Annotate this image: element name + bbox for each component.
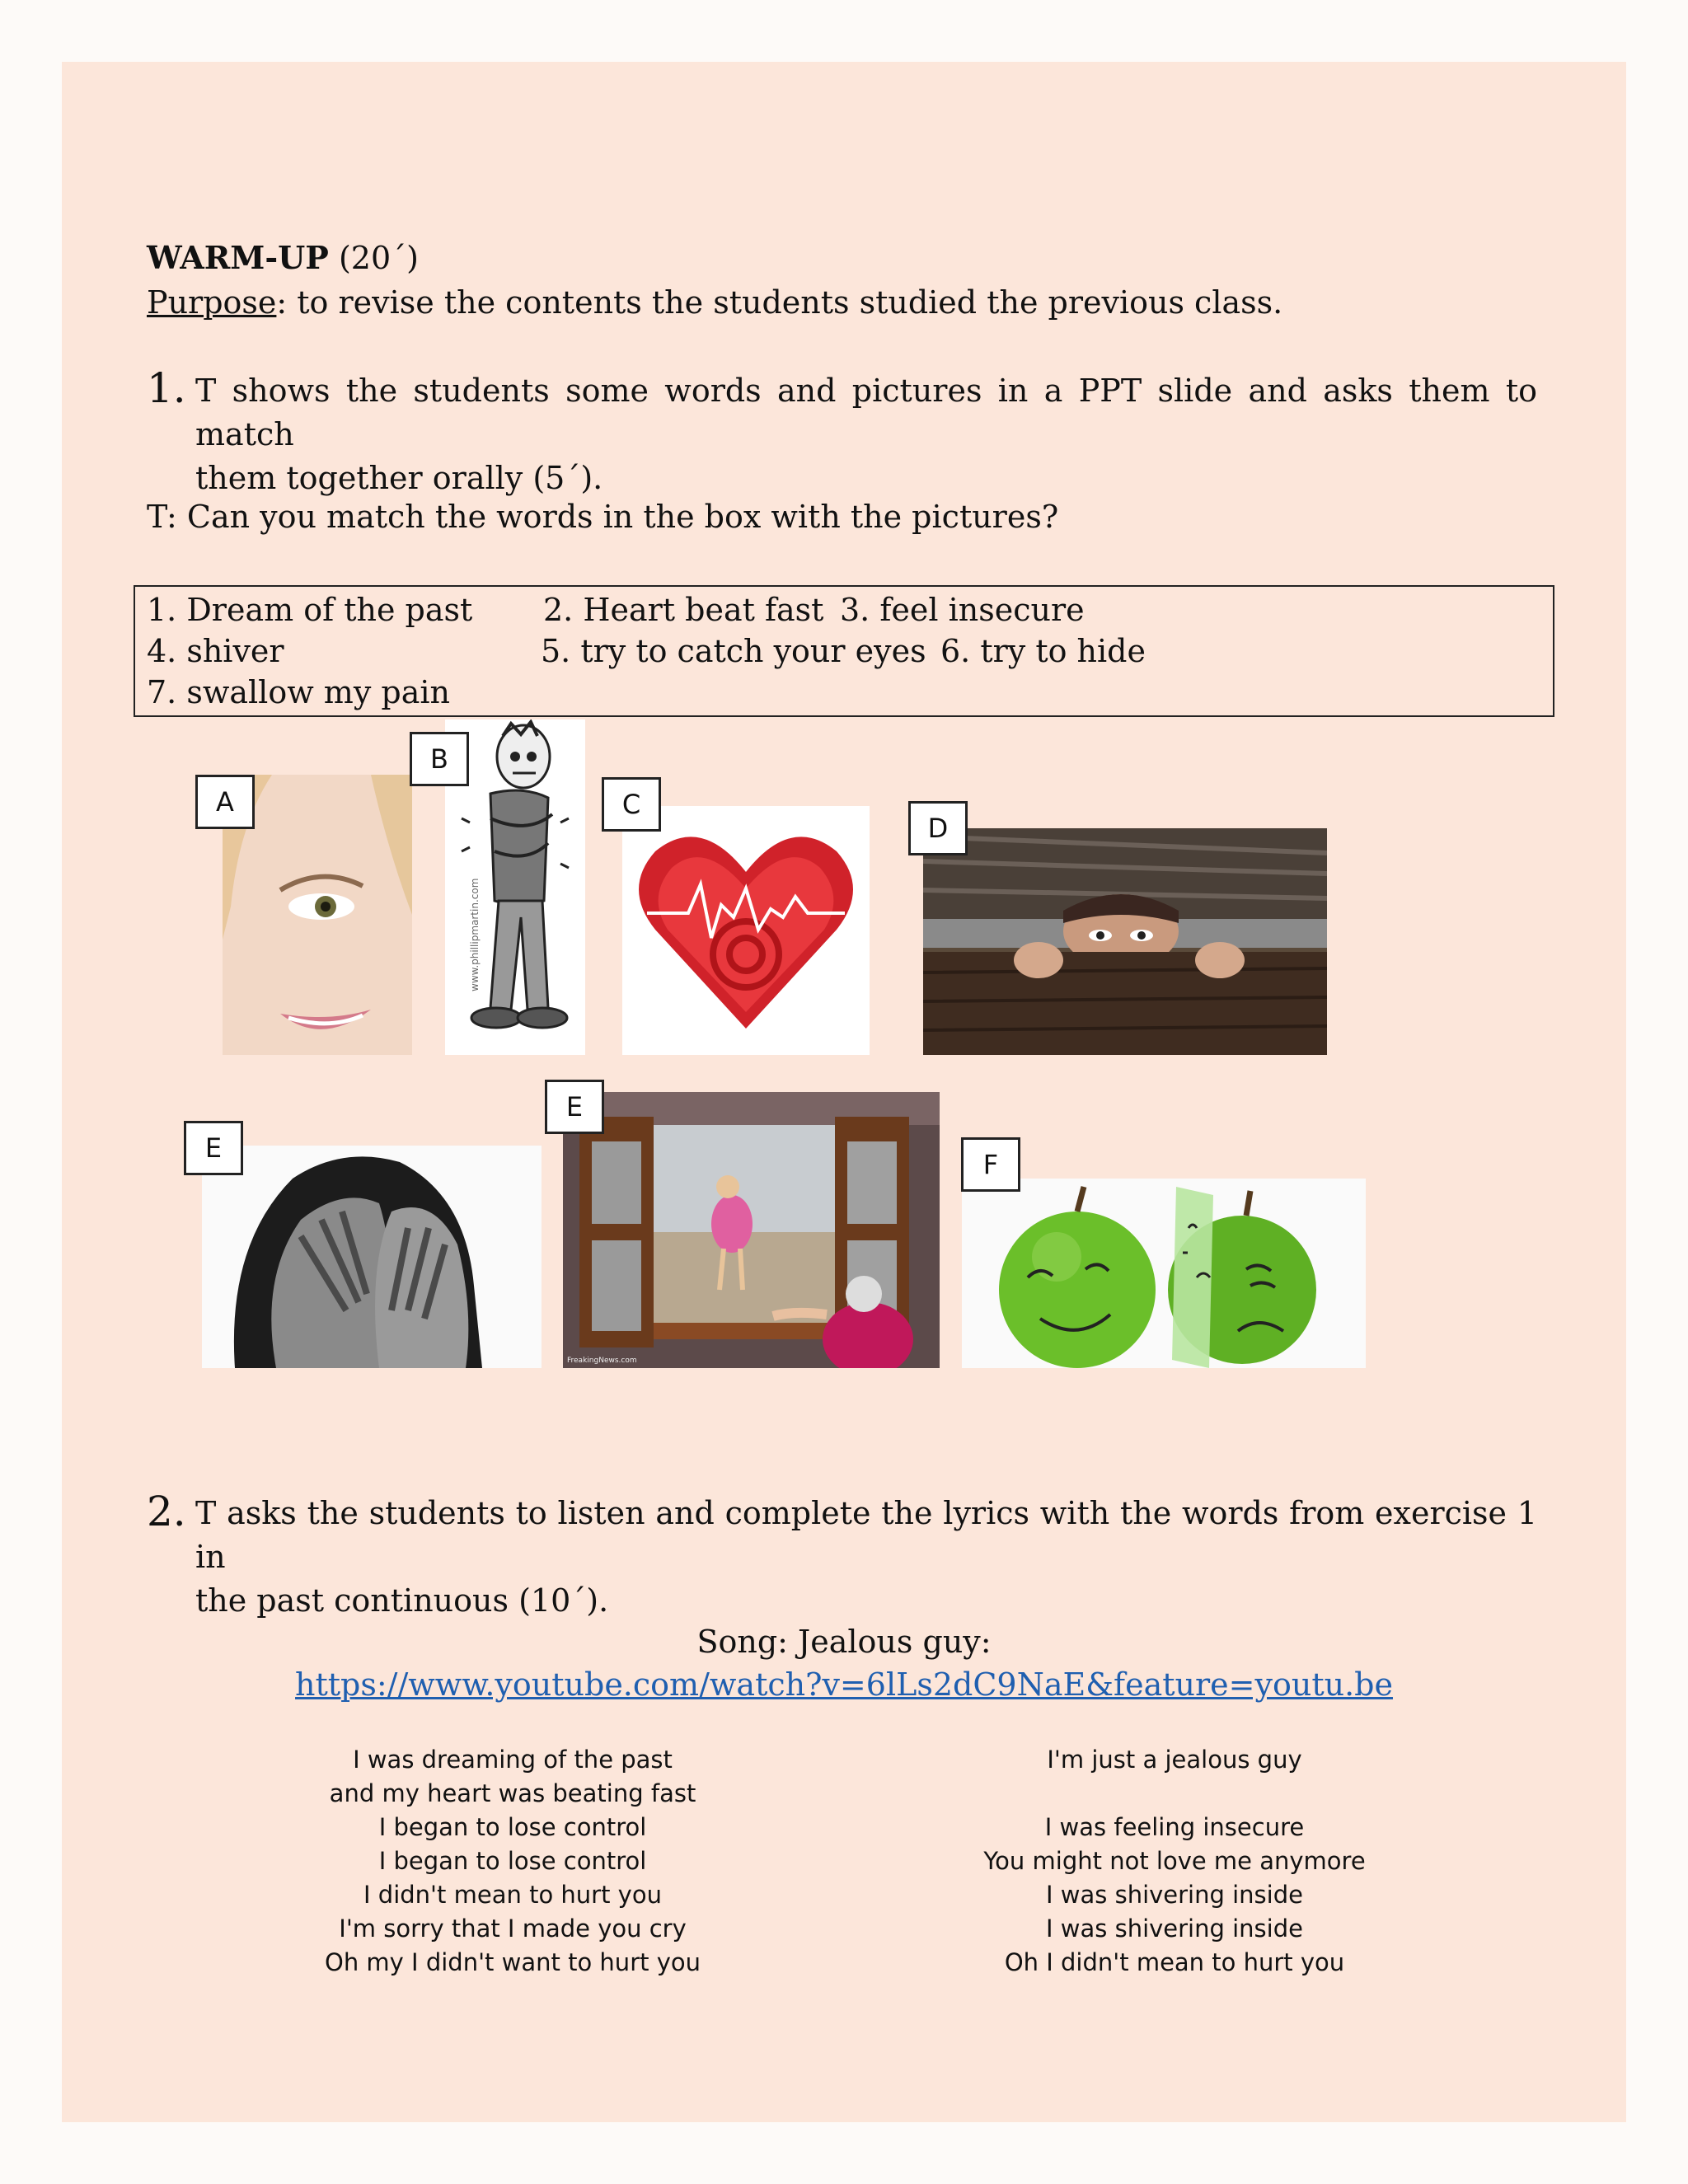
- lyric-line: I was shivering inside: [1046, 1881, 1303, 1909]
- exercise-2-instructions: [195, 1492, 1537, 1623]
- section-time: (20´): [338, 240, 419, 276]
- picture-label-e2: E: [545, 1080, 604, 1134]
- picture-label-d: D: [908, 801, 968, 855]
- lyric-line: I'm sorry that I made you cry: [339, 1915, 687, 1943]
- purpose-line: [147, 284, 1282, 321]
- man-covering-face-picture: [202, 1146, 542, 1368]
- picture-label-f: F: [961, 1137, 1020, 1192]
- window-beach-picture: [563, 1092, 940, 1368]
- exercise-1-line1: T shows the students some words and pictures in a PPT slide and asks them to match: [195, 373, 1537, 452]
- word-item: 2. Heart beat fast: [543, 592, 824, 628]
- lyric-line: [886, 1777, 1463, 1811]
- photo-credit: www.phillipmartin.com: [469, 878, 481, 991]
- exercise-1-line2: them together orally (5´).: [195, 460, 603, 496]
- purpose-label: Purpose: [147, 284, 277, 321]
- section-heading: [147, 239, 419, 276]
- lyric-line: Oh my I didn't want to hurt you: [325, 1948, 701, 1976]
- lyrics-right-column: [886, 1743, 1463, 1980]
- lyric-line: I began to lose control: [378, 1847, 647, 1875]
- song-link-line: [0, 1666, 1688, 1703]
- word-item: 3. feel insecure: [840, 592, 1085, 628]
- lyric-line: I began to lose control: [378, 1813, 647, 1841]
- exercise-1-instructions: [195, 369, 1537, 500]
- exercise-2-line1: T asks the students to listen and complete the lyrics with the words from exercise 1 in: [195, 1495, 1537, 1575]
- picture-label-c: C: [602, 777, 661, 832]
- picture-label-b: B: [410, 732, 469, 786]
- lyric-line: I'm just a jealous guy: [1047, 1746, 1302, 1774]
- exercise-2-number: 2.: [147, 1488, 186, 1535]
- lyric-line: and my heart was beating fast: [329, 1779, 696, 1807]
- exercise-1-number: 1.: [147, 364, 186, 412]
- lyric-line: You might not love me anymore: [983, 1847, 1366, 1875]
- song-title: Song: Jealous guy:: [696, 1624, 992, 1660]
- green-apples-picture: [962, 1179, 1366, 1368]
- photo-credit: FreakingNews.com: [567, 1357, 637, 1365]
- lyric-line: I was dreaming of the past: [353, 1746, 673, 1774]
- lyric-line: I was shivering inside: [1046, 1915, 1303, 1943]
- section-title: WARM-UP: [147, 239, 329, 276]
- picture-label-e: E: [184, 1121, 243, 1175]
- lyrics-left-column: [224, 1743, 801, 1980]
- word-item: 7. swallow my pain: [147, 674, 450, 710]
- lyric-line: I didn't mean to hurt you: [363, 1881, 662, 1909]
- purpose-text: : to revise the contents the students studied the previous class.: [276, 284, 1283, 321]
- word-item: 6. try to hide: [940, 633, 1146, 669]
- exercise-1-prompt: T: Can you match the words in the box with the pictures?: [147, 499, 1059, 535]
- lyric-line: Oh I didn't mean to hurt you: [1004, 1948, 1345, 1976]
- word-item: 1. Dream of the past: [147, 592, 473, 628]
- heartbeat-heart-picture: [622, 806, 870, 1055]
- lyric-line: I was feeling insecure: [1044, 1813, 1305, 1841]
- word-item: 4. shiver: [147, 633, 284, 669]
- picture-label-a: A: [195, 775, 255, 829]
- word-box: [134, 585, 1554, 717]
- word-item: 5. try to catch your eyes: [541, 633, 926, 669]
- song-link[interactable]: https://www.youtube.com/watch?v=6lLs2dC9NaE&feature=youtu.be: [295, 1666, 1393, 1703]
- exercise-2-line2: the past continuous (10´).: [195, 1582, 609, 1619]
- hiding-woman-picture: [923, 828, 1327, 1055]
